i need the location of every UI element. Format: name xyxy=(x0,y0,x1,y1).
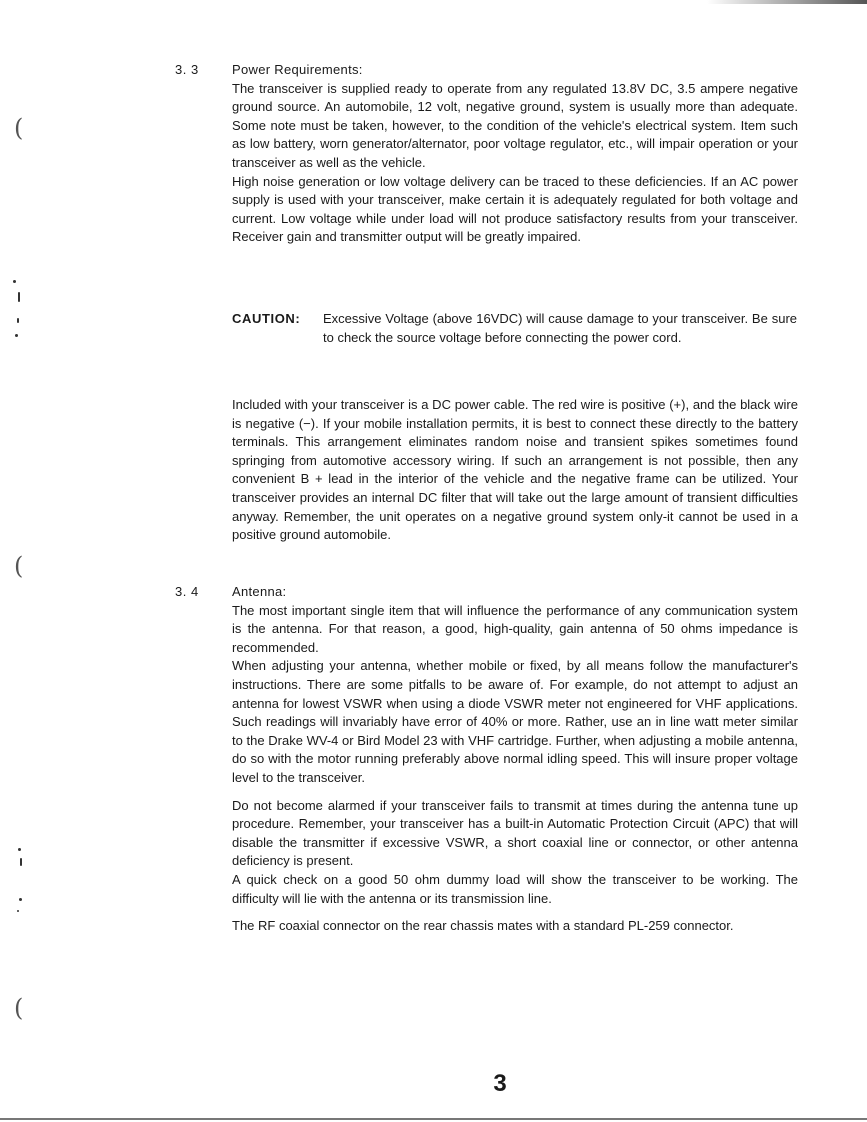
dc-cable-section xyxy=(232,396,798,545)
scan-speck xyxy=(20,858,22,866)
paragraph: The most important single item that will influence the performance of any communication system is the antenna. For that reason, a good, high-quality, gain antenna of 50 ohms impedance is recommended. xyxy=(232,602,798,655)
section-heading: Power Requirements: xyxy=(232,62,363,77)
section-number: 3. 4 xyxy=(175,584,199,599)
scan-speck xyxy=(19,898,22,901)
scan-speck xyxy=(18,292,20,302)
paragraph: A quick check on a good 50 ohm dummy load will show the transceiver to be working. The difficulty will lie with the antenna or its transmission line. xyxy=(232,871,798,906)
section-power-requirements xyxy=(232,61,798,247)
scan-speck xyxy=(17,318,19,323)
scan-speck xyxy=(18,848,21,851)
paragraph: The RF coaxial connector on the rear chassis mates with a standard PL-259 connector. xyxy=(232,918,734,934)
scan-speck xyxy=(13,280,16,283)
binder-hole-mark: ( xyxy=(14,994,24,1022)
binder-hole-mark: ( xyxy=(14,114,24,142)
section-number: 3. 3 xyxy=(175,62,199,77)
caution-label: CAUTION: xyxy=(232,311,301,326)
page-number: 3 xyxy=(493,1070,507,1097)
paragraph: High noise generation or low voltage delivery can be traced to these deficiencies. If an AC power supply is used with your transceiver, make certain it is adequately regulated for both voltage and current. Low voltage while under load will not produce satisfactory results from your transceiver. Receiver gain and transmitter output will be greatly impaired. xyxy=(232,173,798,245)
section-antenna xyxy=(232,583,798,936)
caution-text: Excessive Voltage (above 16VDC) will cause damage to your transceiver. Be sure to check the source voltage before connecting the power cord. xyxy=(323,311,797,345)
scan-corner-mark xyxy=(707,0,867,4)
paragraph: Do not become alarmed if your transceiver fails to transmit at times during the antenna tune up procedure. Remember, your transceiver has a built-in Automatic Protection Circuit (APC) that will disable the transmitter if excessive VSWR, a short coaxial line or connector, or other antenna deficiency is present. xyxy=(232,797,798,869)
paragraph: Included with your transceiver is a DC power cable. The red wire is positive (+), and the black wire is negative (−). If your mobile installation permits, it is best to connect these directly to the battery terminals. This arrangement eliminates random noise and transient spikes sometimes found springing from automotive accessory wiring. If such an arrangement is not possible, then any convenient B + lead in the interior of the vehicle and the negative frame can be utilized. Your transceiver provides an internal DC filter that will take out the large amount of transient difficulties anyway. Remember, the unit operates on a negative ground system only-it cannot be used in a positive ground automobile. xyxy=(232,397,798,543)
paragraph: When adjusting your antenna, whether mobile or fixed, by all means follow the manufacturer's instructions. There are some pitfalls to be aware of. For example, do not attempt to adjust an antenna for lowest VSWR when using a diode VSWR meter not engineered for VHF applications. Such readings will invariably have error of 40% or more. Rather, use an in line watt meter similar to the Drake WV-4 or Bird Model 23 with VHF cartridge. Further, when adjusting a mobile antenna, do so with the motor running preferably above normal idling speed. This will insure proper voltage level to the transceiver. xyxy=(232,658,798,785)
scan-speck xyxy=(17,910,19,912)
scan-speck xyxy=(15,334,18,337)
scan-bottom-edge xyxy=(0,1118,867,1120)
binder-hole-mark: ( xyxy=(14,552,24,580)
paragraph: The transceiver is supplied ready to operate from any regulated 13.8V DC, 3.5 ampere negative ground source. An automobile, 12 volt, negative ground, system is usually more than adequate. Some note must be taken, however, to the condition of the vehicle's electrical system. Item such as low battery, worn generator/alternator, poor voltage regulator, etc., will impair operation or your transceiver as well as the vehicle. xyxy=(232,80,798,170)
section-heading: Antenna: xyxy=(232,584,287,599)
